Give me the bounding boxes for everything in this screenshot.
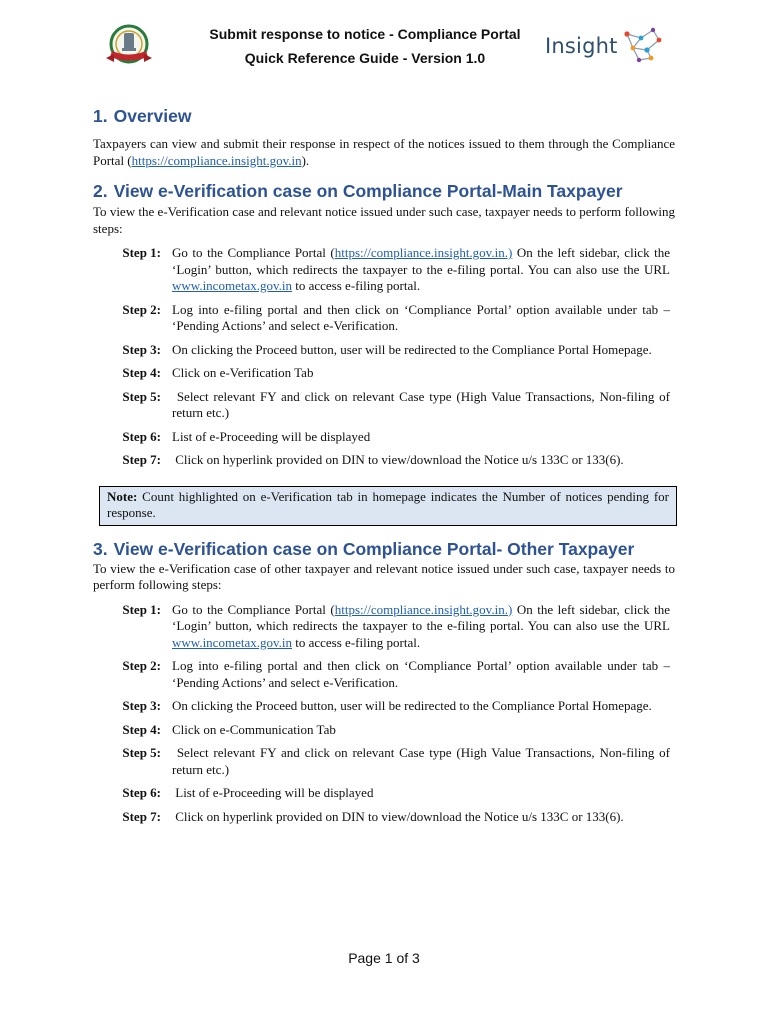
income-tax-department-emblem [98,24,160,70]
document-body [93,106,675,825]
step-item: Step 1: Go to the Compliance Portal (https://compliance.insight.gov.in.) On the left sidebar, click the ‘Login’ button, which redirects the taxpayer to the e-filing portal. You can also use the URL www.incometax.gov.in to access e-filing portal. [122,601,670,650]
insight-brand-text: Insight [545,34,618,58]
note-text: Count highlighted on e-Verification tab in homepage indicates the Number of notices pending for response. [107,488,669,520]
incometax-link[interactable]: www.incometax.gov.in [172,634,292,650]
step-item: Step 3: On clicking the Proceed button, user will be redirected to the Compliance Portal Homepage. [122,341,652,357]
document-title: Submit response to notice - Compliance Portal [209,26,521,42]
other-taxpayer-intro: To view the e-Verification case of other taxpayer and relevant notice issued under such case, taxpayer needs to perform following steps: [93,560,675,592]
network-nodes-icon [621,26,665,66]
step-item: Step 4: Click on e-Verification Tab [122,365,314,380]
section-heading-overview: 1. Overview [93,106,192,126]
compliance-portal-link[interactable]: https://compliance.insight.gov.in [131,152,302,168]
main-taxpayer-steps [93,245,675,469]
page-number: Page 1 of 3 [348,950,420,966]
step-item: Step 5: Select relevant FY and click on relevant Case type (High Value Transactions, Non-filing of return etc.) [122,388,674,420]
step-item: Step 2: Log into e-filing portal and then click on ‘Compliance Portal’ option available under tab – ‘Pending Actions’ and select e-Verification. [122,658,670,690]
section-heading-main-taxpayer: 2. View e-Verification case on Compliance Portal-Main Taxpayer [93,181,623,201]
step-item: Step 7: Click on hyperlink provided on DIN to view/download the Notice u/s 133C or 133(6). [122,808,624,824]
incometax-link[interactable]: www.incometax.gov.in [172,278,292,293]
note-box [99,486,677,526]
step-item: Step 7: Click on hyperlink provided on DIN to view/download the Notice u/s 133C or 133(6). [122,452,624,467]
insight-logo [545,26,665,66]
step-item: Step 6: List of e-Proceeding will be displayed [122,428,371,444]
other-taxpayer-steps [93,602,675,826]
step-item: Step 2: Log into e-filing portal and then click on ‘Compliance Portal’ option available under tab – ‘Pending Actions’ and select e-Verification. [122,301,670,333]
overview-paragraph: Taxpayers can view and submit their response in respect of the notices issued to them through the Compliance Portal (https://compliance.insight.gov.in). [93,136,675,168]
step-item: Step 5: Select relevant FY and click on relevant Case type (High Value Transactions, Non-filing of return etc.) [122,745,674,777]
note-label: Note: [107,488,138,504]
step-item: Step 1: Go to the Compliance Portal (https://compliance.insight.gov.in.) On the left sidebar, click the ‘Login’ button, which redirects the taxpayer to the e-filing portal. You can also use the URL www.incometax.gov.in to access e-filing portal. [122,245,670,293]
step-item: Step 6: List of e-Proceeding will be displayed [122,785,374,800]
compliance-portal-link[interactable]: https://compliance.insight.gov.in.) [334,601,513,617]
step-item: Step 3: On clicking the Proceed button, user will be redirected to the Compliance Portal Homepage. [122,698,652,713]
document-subtitle: Quick Reference Guide - Version 1.0 [244,50,486,66]
step-item: Step 4: Click on e-Communication Tab [122,721,336,737]
main-taxpayer-intro: To view the e-Verification case and relevant notice issued under such case, taxpayer needs to perform following steps: [93,204,675,236]
section-heading-other-taxpayer: 3. View e-Verification case on Compliance Portal- Other Taxpayer [93,538,635,559]
compliance-portal-link[interactable]: https://compliance.insight.gov.in.) [334,245,513,260]
